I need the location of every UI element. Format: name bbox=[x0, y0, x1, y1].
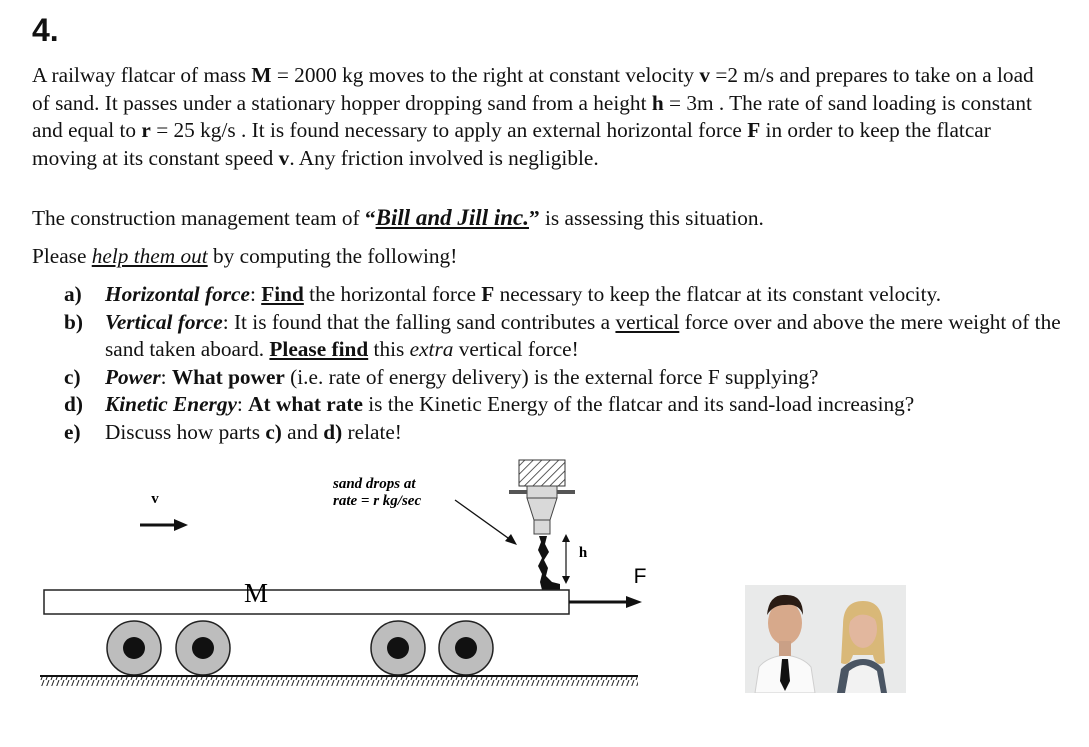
velocity-label: v bbox=[151, 491, 159, 507]
question-item-b: b) Vertical force: It is found that the falling sand contributes a vertical force over and above the mere weight of the sand taken aboard. Please find this extra vertical force! bbox=[64, 309, 1061, 361]
question-item-c: c) Power: What power (i.e. rate of energy delivery) is the external force F supplying? bbox=[64, 364, 819, 389]
force-label: F bbox=[633, 565, 647, 588]
mass-label: M bbox=[243, 578, 269, 608]
instruction-line: Please help them out by computing the following! bbox=[32, 244, 458, 268]
question-item-e: e) Discuss how parts c) and d) relate! bbox=[64, 419, 402, 444]
sand-hopper bbox=[509, 460, 575, 534]
height-label: h bbox=[578, 545, 588, 561]
question-item-d: d) Kinetic Energy: At what rate is the Kinetic Energy of the flatcar and its sand-load increasing? bbox=[64, 392, 915, 416]
question-list bbox=[64, 281, 1064, 446]
problem-number: 4. bbox=[32, 12, 59, 48]
pointer-arrow bbox=[455, 500, 517, 545]
height-arrow bbox=[562, 534, 570, 584]
question-item-a: a) Horizontal force: Find the horizontal force F necessary to keep the flatcar at its constant velocity. bbox=[64, 282, 942, 306]
flatcar-diagram bbox=[0, 450, 700, 710]
woman-figure bbox=[837, 601, 887, 693]
ground-rail bbox=[40, 676, 638, 686]
wheel bbox=[176, 621, 230, 675]
sand-rate-line2: rate = r kg/sec bbox=[333, 493, 422, 509]
wheel bbox=[107, 621, 161, 675]
flatcar-deck bbox=[44, 590, 569, 614]
brand-name: Bill and Jill inc. bbox=[375, 205, 529, 230]
sand-rate-line1: sand drops at bbox=[333, 476, 416, 492]
problem-statement: A railway flatcar of mass M = 2000 kg moves to the right at constant velocity v =2 m/s and prepares to take on a load of sand. It passes under a stationary hopper dropping sand from a height h = 3m . The rate of sand loading is constant and equal to r = 25 kg/s . It is found necessary to apply an external horizontal force F in order to keep the flatcar moving at its constant speed v. Any friction involved is negligible. bbox=[32, 63, 1034, 170]
team-line: The construction management team of “Bill and Jill inc.” is assessing this situation. bbox=[32, 205, 764, 230]
help-link-text: help them out bbox=[91, 244, 208, 268]
wheel bbox=[439, 621, 493, 675]
velocity-arrow bbox=[140, 519, 188, 531]
wheel bbox=[371, 621, 425, 675]
falling-sand bbox=[538, 536, 560, 590]
team-photo bbox=[745, 585, 906, 693]
force-arrow bbox=[569, 596, 642, 608]
